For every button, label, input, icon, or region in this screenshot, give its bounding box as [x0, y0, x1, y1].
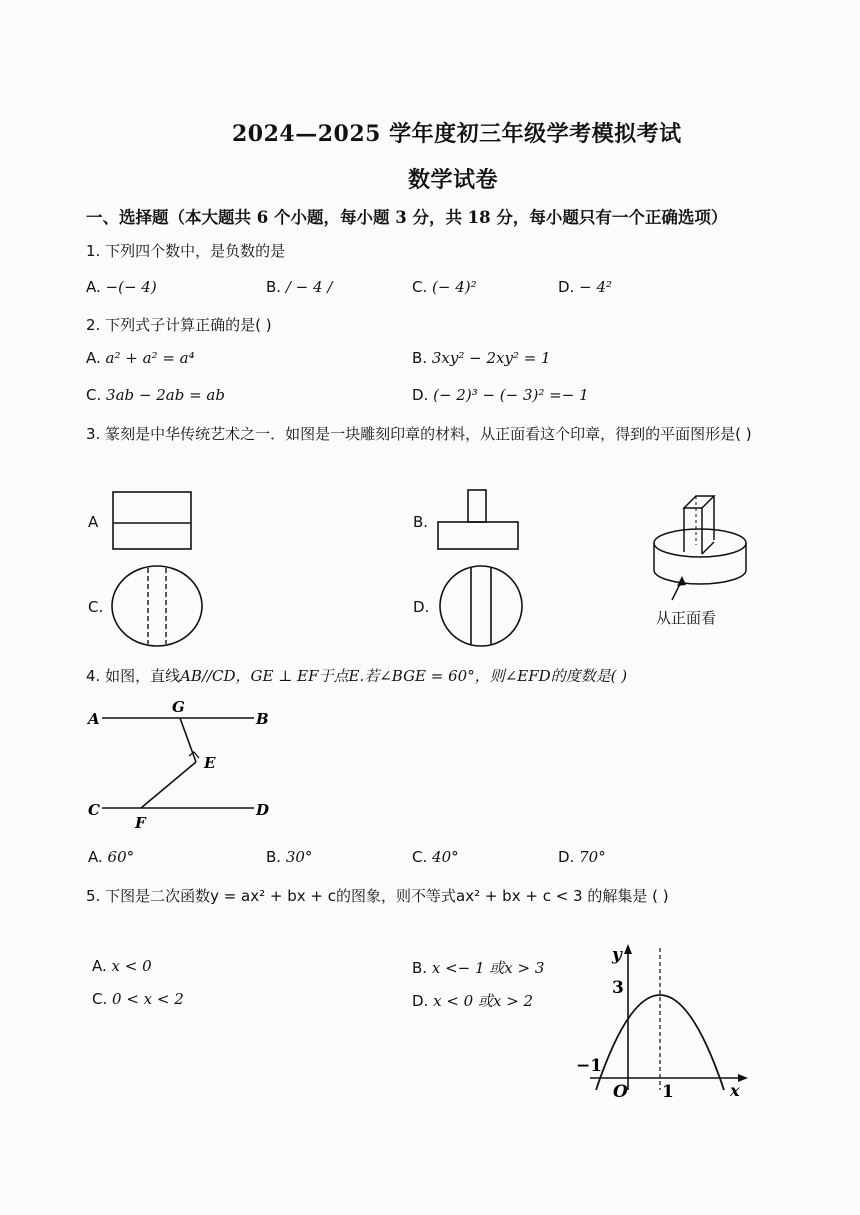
neg-one-label: −1 — [576, 1056, 603, 1076]
intercept-3-label: 3 — [612, 978, 624, 998]
section-heading: 一、选择题（本大题共 6 个小题，每小题 3 分，共 18 分，每小题只有一个正确选项） — [86, 208, 728, 227]
option-text: − 4² — [579, 278, 613, 296]
option-letter: B. — [412, 349, 428, 367]
label-g: G — [172, 698, 185, 716]
option-letter: A. — [86, 349, 101, 367]
option-text: 3xy² − 2xy² = 1 — [431, 349, 551, 367]
q1-option-d — [558, 278, 612, 296]
option-text: (− 4)² — [432, 278, 477, 296]
q3-figure-caption: 从正面看 — [656, 609, 717, 627]
exam-title: 2024—2025 学年度初三年级学考模拟考试 — [232, 121, 682, 147]
q5-option-b — [412, 957, 544, 978]
option-letter: D. — [558, 848, 575, 866]
option-text: x <− 1 或x > 3 — [431, 959, 545, 977]
q3-option-d-label: D. — [413, 598, 430, 616]
q4-geometry-figure — [86, 698, 276, 848]
option-letter: B. — [412, 959, 428, 977]
q4-option-a — [88, 848, 134, 866]
stem-math: AB//CD，GE ⊥ EF于点E.若∠BGE = 60°，则∠EFD的度数是( ) — [180, 667, 628, 685]
label-b: B — [256, 710, 269, 728]
q1-option-b — [266, 278, 332, 296]
label-f: F — [135, 814, 146, 832]
option-letter: A. — [86, 278, 101, 296]
question-3-stem: 3. 篆刻是中华传统艺术之一．如图是一块雕刻印章的材料，从正面看这个印章，得到的平面图形是( ) — [86, 425, 752, 443]
q2-option-c — [86, 386, 225, 404]
option-text: 3ab − 2ab = ab — [106, 386, 225, 404]
option-letter: B. — [266, 278, 282, 296]
question-1-stem: 1. 下列四个数中，是负数的是 — [86, 242, 286, 260]
q2-option-a — [86, 349, 195, 367]
option-letter: B. — [266, 848, 282, 866]
option-letter: C. — [92, 990, 108, 1008]
x-axis-label: x — [730, 1081, 740, 1100]
q4-option-b — [266, 848, 312, 866]
q2-option-d — [412, 386, 589, 404]
one-label: 1 — [662, 1082, 674, 1102]
y-axis-label: y — [612, 945, 622, 965]
origin-label: O — [613, 1082, 628, 1102]
q4-option-d — [558, 848, 606, 866]
q5-option-d — [412, 990, 533, 1011]
label-a: A — [88, 710, 100, 728]
question-4-stem — [86, 665, 627, 686]
q3-option-c-label: C. — [88, 598, 104, 616]
q1-option-c — [412, 278, 477, 296]
question-5-stem: 5. 下图是二次函数y = ax² + bx + c的图象，则不等式ax² + bx + c < 3 的解集是 ( ) — [86, 887, 669, 905]
exam-subtitle: 数学试卷 — [408, 167, 499, 193]
q3-option-b-label: B. — [413, 513, 429, 531]
q5-option-a — [92, 957, 152, 975]
option-text: x < 0 — [111, 957, 152, 975]
q3-option-c-figure — [110, 564, 205, 649]
option-text: 60° — [107, 848, 135, 866]
question-2-stem: 2. 下列式子计算正确的是( ) — [86, 316, 272, 334]
option-text: 0 < x < 2 — [112, 990, 184, 1008]
option-letter: D. — [412, 992, 429, 1010]
q3-option-b-figure — [434, 488, 524, 552]
q5-option-c — [92, 990, 184, 1008]
option-text: x < 0 或x > 2 — [433, 992, 534, 1010]
option-letter: D. — [412, 386, 429, 404]
option-letter: C. — [86, 386, 102, 404]
q2-option-b — [412, 349, 551, 367]
option-text: / − 4 / — [285, 278, 333, 296]
q1-option-a — [86, 278, 157, 296]
option-letter: C. — [412, 848, 428, 866]
q3-seal-figure — [650, 490, 760, 610]
q3-option-a-figure — [110, 490, 195, 552]
q3-option-d-figure — [438, 564, 528, 649]
option-text: −(− 4) — [105, 278, 157, 296]
label-e: E — [204, 754, 216, 772]
option-text: a² + a² = a⁴ — [105, 349, 195, 367]
label-d: D — [256, 801, 270, 819]
option-text: (− 2)³ − (− 3)² =− 1 — [433, 386, 589, 404]
stem-prefix: 4. 如图，直线 — [86, 667, 181, 685]
option-letter: A. — [88, 848, 103, 866]
option-letter: C. — [412, 278, 428, 296]
option-text: 70° — [579, 848, 606, 866]
option-letter: A. — [92, 957, 107, 975]
q4-option-c — [412, 848, 459, 866]
label-c: C — [88, 801, 100, 819]
q5-parabola-graph — [572, 940, 762, 1100]
q3-option-a-label: A — [88, 513, 99, 531]
option-letter: D. — [558, 278, 575, 296]
option-text: 40° — [432, 848, 459, 866]
option-text: 30° — [285, 848, 313, 866]
